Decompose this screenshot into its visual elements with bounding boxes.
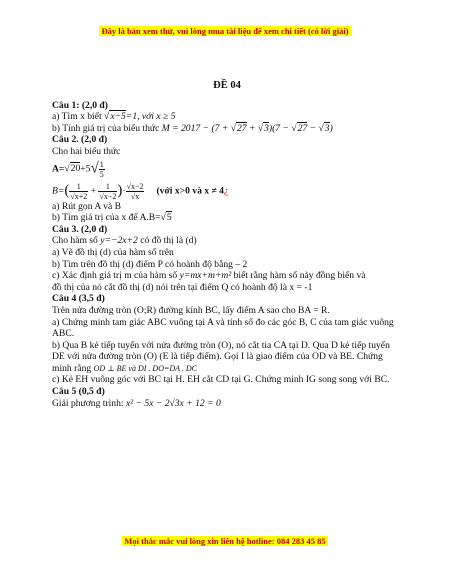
question-4c: c) Kẻ EH vuông góc với BC tại H. EH cắt CD tại G. Chứng minh IG song song với BC. — [52, 374, 390, 386]
question-2-heading: Câu 2. (2,0 đ) — [52, 134, 108, 146]
question-5-heading: Câu 5 (0,5 đ) — [52, 386, 105, 398]
question-1a: a) Tìm x biết √x−5=1, với x ≥ 5 — [52, 111, 176, 123]
question-4-heading: Câu 4 (3,5 đ) — [52, 293, 105, 305]
page-title: ĐỀ 04 — [213, 80, 241, 91]
expression-b: B=( $\frac{1}{√x+2}$ + $\frac{1}{√x-2}$ )· $\frac{√x-2}{√x}$ (với x>0 và x ≠ 4¿ — [52, 181, 229, 201]
question-3-heading: Câu 3. (2,0 đ) — [52, 223, 108, 235]
header-notice: Đây là bản xem thử, vui lòng mua tài liệu để xem chi tiết (có lời giải) — [101, 26, 349, 36]
question-4-intro: Trên nửa đường tròn (O;R) đường kính BC, lấy điểm A sao cho BA = R. — [52, 304, 330, 316]
question-1-heading: Câu 1: (2,0 đ) — [52, 99, 108, 111]
question-1b: b) Tính giá trị của biểu thức M = 2017 − (7 + √27 + √3)(7 − √27 − √3) — [52, 122, 333, 134]
exam-content — [52, 80, 402, 409]
question-2b: b) Tìm giá trị của x để A.B=√5 — [52, 212, 172, 224]
question-4b: b) Qua B kẻ tiếp tuyến với nửa đường tròn (O), nó cắt tia CA tại D. Qua D kẻ tiếp tuyến DE với nửa đường tròn (O) (E là tiếp điểm). Gọi I là giao điểm của OD và BE. Chứng minh rằng OD ⊥ BE và DI . DO=DA . DC — [52, 339, 390, 374]
question-3c: c) Xác định giá trị m của hàm số y=mx+m+m² biết rằng hàm số này đồng biến và — [52, 270, 366, 282]
question-3-intro: Cho hàm số y=−2x+2 có đồ thị là (d) — [52, 235, 197, 247]
question-2-intro: Cho hai biểu thức — [52, 145, 121, 157]
question-5: Giải phương trình: x² − 5x − 2√3x + 12 = 0 — [52, 397, 221, 409]
question-3a: a) Vẽ đồ thị (d) của hàm số trên — [52, 246, 174, 258]
question-4a: a) Chứng minh tam giác ABC vuông tại A và tính số đo các góc B, C của tam giác vuông ABC. — [52, 316, 394, 340]
expression-a: A=√20+5√ $\frac{1}{5}$ — [52, 159, 104, 179]
question-3b: b) Tìm trên đồ thị (d) điểm P có hoành độ bằng – 2 — [52, 258, 248, 270]
question-3c-cont: đồ thị của nó cắt đồ thị (d) nói trên tại điểm Q có hoành độ là x = -1 — [52, 281, 313, 293]
footer-notice: Mọi thắc mắc vui lòng xin liên hệ hotline: 084 283 45 85 — [124, 536, 326, 546]
question-2a: a) Rút gọn A và B — [52, 200, 122, 212]
